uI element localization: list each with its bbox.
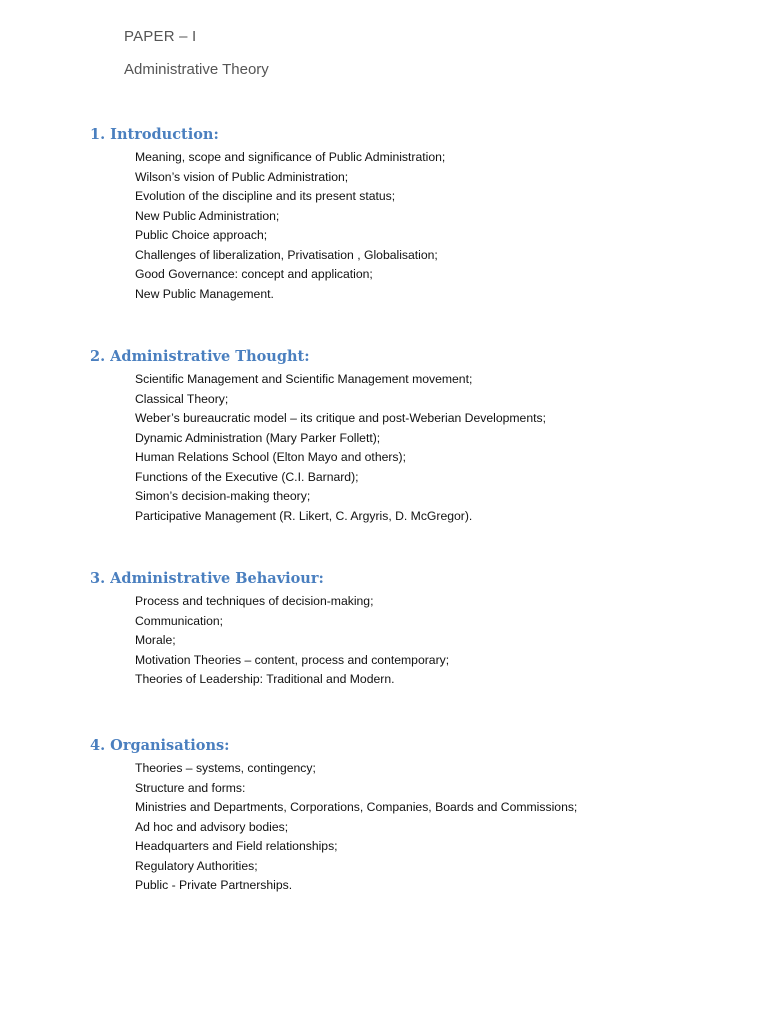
list-item: Morale; — [135, 633, 176, 647]
list-item: Communication; — [135, 613, 224, 628]
paper-subtitle: Administrative Theory — [124, 61, 269, 78]
list-item: New Public Administration; — [135, 208, 280, 223]
list-item: Classical Theory; — [135, 391, 229, 406]
list-item: Simon’s decision-making theory; — [135, 489, 311, 503]
topic-list — [90, 759, 730, 896]
list-item: Challenges of liberalization, Privatisation , Globalisation; — [135, 247, 438, 262]
list-item: Scientific Management and Scientific Management movement; — [135, 372, 473, 386]
section-administrative-behaviour — [90, 570, 730, 690]
list-item: Headquarters and Field relationships; — [135, 839, 338, 853]
section-organisations — [90, 737, 730, 896]
list-item: Meaning, scope and significance of Public Administration; — [135, 150, 446, 164]
list-item: Ministries and Departments, Corporations, Companies, Boards and Commissions; — [135, 800, 578, 814]
list-item: Dynamic Administration (Mary Parker Follett); — [135, 430, 381, 445]
list-item: Regulatory Authorities; — [135, 858, 258, 873]
topic-list — [90, 592, 730, 690]
list-item: Evolution of the discipline and its present status; — [135, 189, 396, 203]
section-heading: 2. Administrative Thought: — [90, 348, 310, 365]
list-item: Public - Private Partnerships. — [135, 878, 293, 892]
section-introduction — [90, 126, 730, 304]
list-item: New Public Management. — [135, 286, 274, 301]
list-item: Participative Management (R. Likert, C. Argyris, D. McGregor). — [135, 508, 473, 523]
list-item: Structure and forms: — [135, 780, 246, 795]
section-heading: 1. Introduction: — [90, 126, 219, 143]
list-item: Public Choice approach; — [135, 228, 268, 242]
list-item: Theories – systems, contingency; — [135, 761, 316, 775]
section-administrative-thought — [90, 348, 730, 526]
list-item: Process and techniques of decision-making; — [135, 594, 374, 608]
list-item: Weber’s bureaucratic model – its critique and post-Weberian Developments; — [135, 411, 546, 425]
section-heading: 4. Organisations: — [90, 737, 230, 754]
list-item: Human Relations School (Elton Mayo and others); — [135, 450, 406, 464]
list-item: Wilson’s vision of Public Administration; — [135, 169, 349, 184]
list-item: Theories of Leadership: Traditional and Modern. — [135, 672, 395, 686]
paper-label: PAPER – I — [124, 28, 197, 45]
list-item: Good Governance: concept and application; — [135, 267, 373, 281]
list-item: Functions of the Executive (C.I. Barnard); — [135, 469, 359, 484]
list-item: Motivation Theories – content, process and contemporary; — [135, 652, 450, 667]
topic-list — [90, 370, 730, 526]
list-item: Ad hoc and advisory bodies; — [135, 819, 289, 834]
topic-list — [90, 148, 730, 304]
section-heading: 3. Administrative Behaviour: — [90, 570, 324, 587]
